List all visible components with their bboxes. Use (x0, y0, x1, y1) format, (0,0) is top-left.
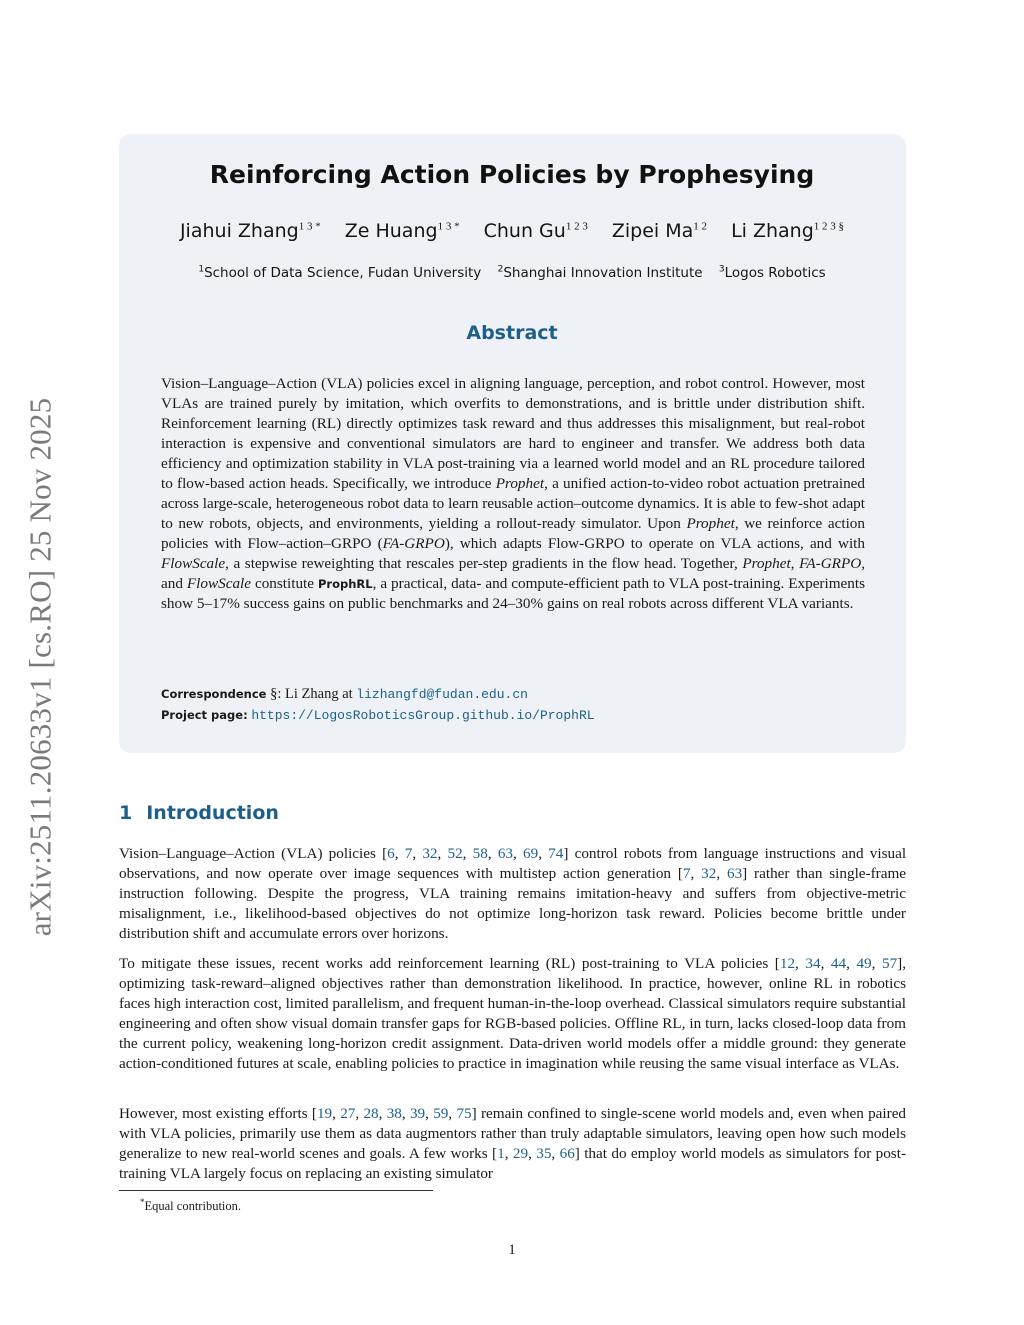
email-link[interactable]: lizhangfd@fudan.edu.cn (356, 687, 528, 702)
citation-link[interactable]: 35 (536, 1145, 552, 1162)
citation-link[interactable]: 6 (387, 845, 395, 862)
citation-link[interactable]: 28 (363, 1105, 379, 1122)
intro-paragraph-2: To mitigate these issues, recent works add reinforcement learning (RL) post-training to VLA policies [12, 34, 44, 49, 57], optimizing task-reward–aligned objectives rather than demonstration likelihood. In practice, however, online RL in robotics faces high interaction cost, limited parallelism, and frequent human-in-the-loop overhead. Classical simulators require substantial engineering and often show visual domain transfer gaps for RGB-based policies. Offline RL, in turn, lacks closed-loop data from the current policy, weakening long-horizon credit assignment. Data-driven world models offer a middle ground: they generate action-conditioned futures at scale, enabling policies to practice in imagination while reusing the same visual interface as VLAs. (119, 955, 907, 1072)
affiliation-list (0, 264, 1024, 281)
citation-link[interactable]: 39 (409, 1105, 426, 1122)
project-page-line: Project page: https://LogosRoboticsGroup.github.io/ProphRL (161, 708, 595, 723)
author: Zipei $Ma^{1 2}$ (611, 220, 708, 242)
author: Li Zhang$^{1 2 3 \S}$ (731, 220, 845, 242)
citation-link[interactable]: 66 (559, 1145, 575, 1162)
citation-link[interactable]: 38 (386, 1105, 402, 1122)
citation-link[interactable]: 1 (497, 1145, 505, 1162)
citation-link[interactable]: 7 (404, 845, 413, 862)
affiliation: $^2$Shanghai Innovation Institute (497, 264, 703, 281)
arxiv-identifier: arXiv:2511.20633v1 [cs.RO] 25 Nov 2025 (22, 397, 58, 937)
citation-link[interactable]: 19 (316, 1105, 333, 1122)
abstract-heading: Abstract (466, 322, 558, 344)
citation-link[interactable]: 58 (472, 845, 488, 862)
citation-link[interactable]: 34 (805, 955, 821, 972)
paper-title: Reinforcing Action Policies by Prophesying (209, 160, 815, 189)
citation-link[interactable]: 12 (779, 955, 796, 972)
abstract-text: Vision–Language–Action (VLA) policies excel in aligning language, perception, and robot control. However, most VLAs are trained purely by imitation, which overfits to demonstrations, and is brittle under distribution shift. Reinforcement learning (RL) directly optimizes task reward and thus addresses this misalignment, but real-robot interaction is expensive and conventional simulators are hard to engineer and transfer. We address both data efficiency and optimization stability in VLA post-training via a learned world model and an RL procedure tailored to flow-based action heads. Specifically, we introduce Prophet, a unified action-to-video robot actuation pretrained across large-scale, heterogeneous robot data to learn reusable action–outcome dynamics. It is able to few-shot adapt to new robots, objects, and environments, yielding a rollout-ready simulator. Upon Prophet, we reinforce action policies with Flow–action–GRPO (FA-GRPO), which adapts Flow-GRPO to operate on VLA actions, and with FlowScale, a stepwise reweighting that rescales per-step gradients in the flow head. Together, Prophet, FA-GRPO, and FlowScale constitute ProphRL, a practical, data- and compute-efficient path to VLA post-training. Experiments show 5–17% success gains on public benchmarks and 24–30% gains on real robots across different VLA variants. (161, 375, 866, 612)
section-heading: 1 Introduction (119, 802, 279, 824)
citation-link[interactable]: 57 (881, 955, 898, 972)
author-list (0, 220, 1024, 242)
citation-link[interactable]: 63 (497, 845, 514, 862)
citation-link[interactable]: 27 (340, 1105, 356, 1122)
intro-paragraph-3: However, most existing efforts [19, 27, 28, 38, 39, 59, 75] remain confined to single-scene world models and, even when paired with VLA policies, primarily use them as data augmentors rather than truly adaptable simulators, leaving open how such models generalize to new real-world scenes and goals. A few works [1, 29, 35, 66] that do employ world models as simulators for post-training VLA largely focus on replacing an existing simulator (119, 1105, 907, 1182)
citation-link[interactable]: 74 (548, 845, 564, 862)
affiliation: $^3$Logos Robotics (718, 264, 826, 281)
citation-link[interactable]: 49 (856, 955, 872, 972)
intro-paragraph-1: Vision–Language–Action (VLA) policies [6, 7, 32, 52, 58, 63, 69, 74] control robots from language instructions and visual observations, and now operate over image sequences with multistep action generation [7, 32, 63] rather than single-frame instruction following. Despite the progress, VLA training remains imitation-heavy and suffers from objective-metric misalignment, i.e., likelihood-based objectives do not optimize long-horizon task reward. Policies become brittle under distribution shift and accumulate errors over horizons. (119, 845, 907, 942)
citation-link[interactable]: 52 (447, 845, 463, 862)
citation-link[interactable]: 44 (830, 955, 847, 972)
footnote-rule (119, 1190, 433, 1191)
correspondence-line: Correspondence §: Li Zhang at lizhangfd@fudan.edu.cn (161, 686, 528, 702)
project-page-link[interactable]: https://LogosRoboticsGroup.github.io/ProphRL (251, 708, 595, 723)
citation-link[interactable]: 29 (512, 1145, 529, 1162)
author: Jiahui Zhang$^{1 3 *}$ (179, 220, 321, 242)
author: Chun $Gu^{1 2 3}$ (483, 220, 588, 242)
citation-link[interactable]: 32 (422, 845, 438, 862)
citation-link[interactable]: 69 (523, 845, 539, 862)
author: Ze Huang$^{1 3 *}$ (344, 220, 460, 242)
citation-link[interactable]: 63 (726, 865, 743, 882)
method-name: ProphRL (317, 577, 373, 591)
citation-link[interactable]: 32 (701, 865, 717, 882)
citation-link[interactable]: 59 (433, 1105, 449, 1122)
citation-link[interactable]: 7 (682, 865, 691, 882)
footnote: *Equal contribution. (140, 1197, 242, 1214)
affiliation: $^1$School of Data Science, Fudan University (198, 264, 482, 281)
citation-link[interactable]: 75 (456, 1105, 472, 1122)
page-number: 1 (508, 1242, 516, 1258)
